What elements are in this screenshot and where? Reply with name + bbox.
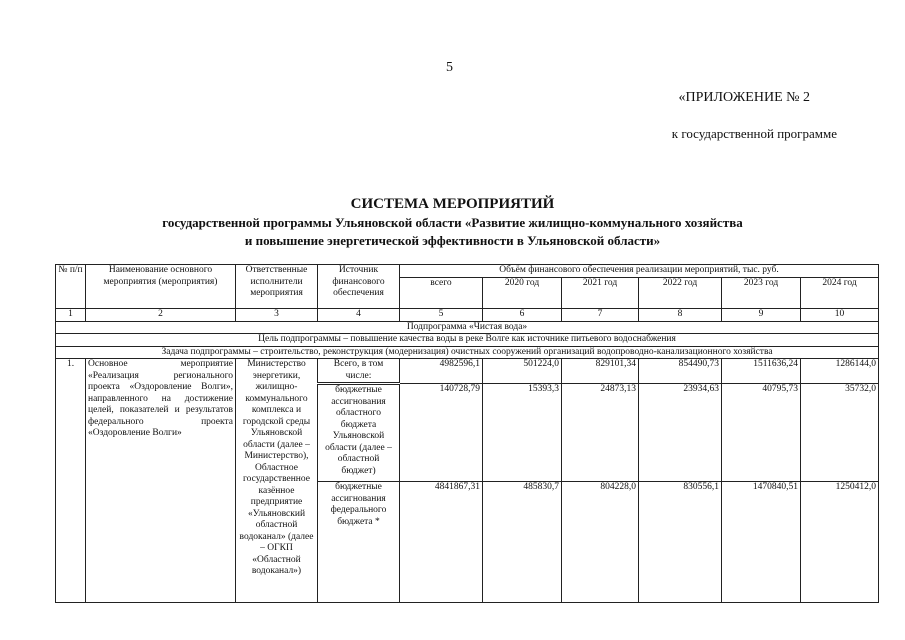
col-number: 3 [236, 309, 318, 322]
col-number: 4 [318, 309, 400, 322]
col-number: 10 [801, 309, 879, 322]
column-numbers-row [56, 309, 879, 322]
header-2022: 2022 год [639, 278, 722, 309]
col-number: 2 [86, 309, 236, 322]
header-volume: Объём финансового обеспечения реализации мероприятий, тыс. руб. [400, 265, 879, 278]
value-cell: 23934,63 [639, 384, 722, 482]
value-cell: 140728,79 [400, 384, 483, 482]
header-num: № п/п [56, 265, 86, 309]
value-cell: 1250412,0 [801, 482, 879, 603]
task-row [56, 346, 879, 359]
value-cell: 1470840,51 [722, 482, 801, 603]
value-cell: 854490,73 [639, 359, 722, 384]
value-cell: 1511636,24 [722, 359, 801, 384]
appendix-label: «ПРИЛОЖЕНИЕ № 2 [678, 90, 810, 105]
goal-row [56, 334, 879, 347]
measures-table [55, 264, 879, 603]
measure-name: Основное мероприятие «Реализация регионального проекта «Оздоровление Волги», направленного на достижение целей, показателей и результатов федерального проекта «Оздоровление Волги» [86, 359, 236, 603]
value-cell: 40795,73 [722, 384, 801, 482]
document-subtitle-line1: государственной программы Ульяновской области «Развитие жилищно-коммунального хозяйства [162, 215, 743, 230]
document-subtitle-line2: и повышение энергетической эффективности в Ульяновской области» [244, 233, 661, 248]
value-cell: 485830,7 [483, 482, 562, 603]
table-row [56, 359, 879, 384]
header-total: всего [400, 278, 483, 309]
value-cell: 501224,0 [483, 359, 562, 384]
document-title: СИСТЕМА МЕРОПРИЯТИЙ [350, 196, 555, 212]
source-label: бюджетные ассигнования федерального бюджета * [318, 482, 400, 603]
header-executors: Ответственные исполнители мероприятия [236, 265, 318, 309]
value-cell: 24873,13 [562, 384, 639, 482]
header-2023: 2023 год [722, 278, 801, 309]
value-cell: 804228,0 [562, 482, 639, 603]
col-number: 8 [639, 309, 722, 322]
value-cell: 1286144,0 [801, 359, 879, 384]
header-2021: 2021 год [562, 278, 639, 309]
col-number: 6 [483, 309, 562, 322]
subprogram-row [56, 321, 879, 334]
header-name: Наименование основного мероприятия (мероприятия) [86, 265, 236, 309]
col-number: 9 [722, 309, 801, 322]
appendix-subtitle: к государственной программе [671, 126, 837, 141]
measure-executors: Министерство энергетики, жилищно-коммунального комплекса и городской среды Ульяновской области (далее – Министерство), Областное государственное казённое предприятие «Ульяновский областной водоканал» (далее – ОГКП «Областной водоканал») [236, 359, 318, 603]
col-number: 1 [56, 309, 86, 322]
header-2020: 2020 год [483, 278, 562, 309]
value-cell: 830556,1 [639, 482, 722, 603]
value-cell: 4841867,31 [400, 482, 483, 603]
value-cell: 15393,3 [483, 384, 562, 482]
value-cell: 829101,34 [562, 359, 639, 384]
source-label: бюджетные ассигнования областного бюджета Ульяновской области (далее – областной бюджет) [318, 384, 400, 482]
subprogram-title: Подпрограмма «Чистая вода» [56, 321, 879, 334]
value-cell: 4982596,1 [400, 359, 483, 384]
col-number: 7 [562, 309, 639, 322]
col-number: 5 [400, 309, 483, 322]
source-label: Всего, в том числе: [318, 359, 400, 384]
value-cell: 35732,0 [801, 384, 879, 482]
table-header-row-1 [56, 265, 879, 278]
subprogram-task: Задача подпрограммы – строительство, реконструкция (модернизация) очистных сооружений организаций водопроводно-канализационного хозяйства [56, 346, 879, 359]
header-source: Источник финансового обеспечения [318, 265, 400, 309]
row-number: 1. [56, 359, 86, 603]
page-number: 5 [446, 60, 453, 75]
header-2024: 2024 год [801, 278, 879, 309]
subprogram-goal: Цель подпрограммы – повышение качества воды в реке Волге как источнике питьевого водоснабжения [56, 334, 879, 347]
